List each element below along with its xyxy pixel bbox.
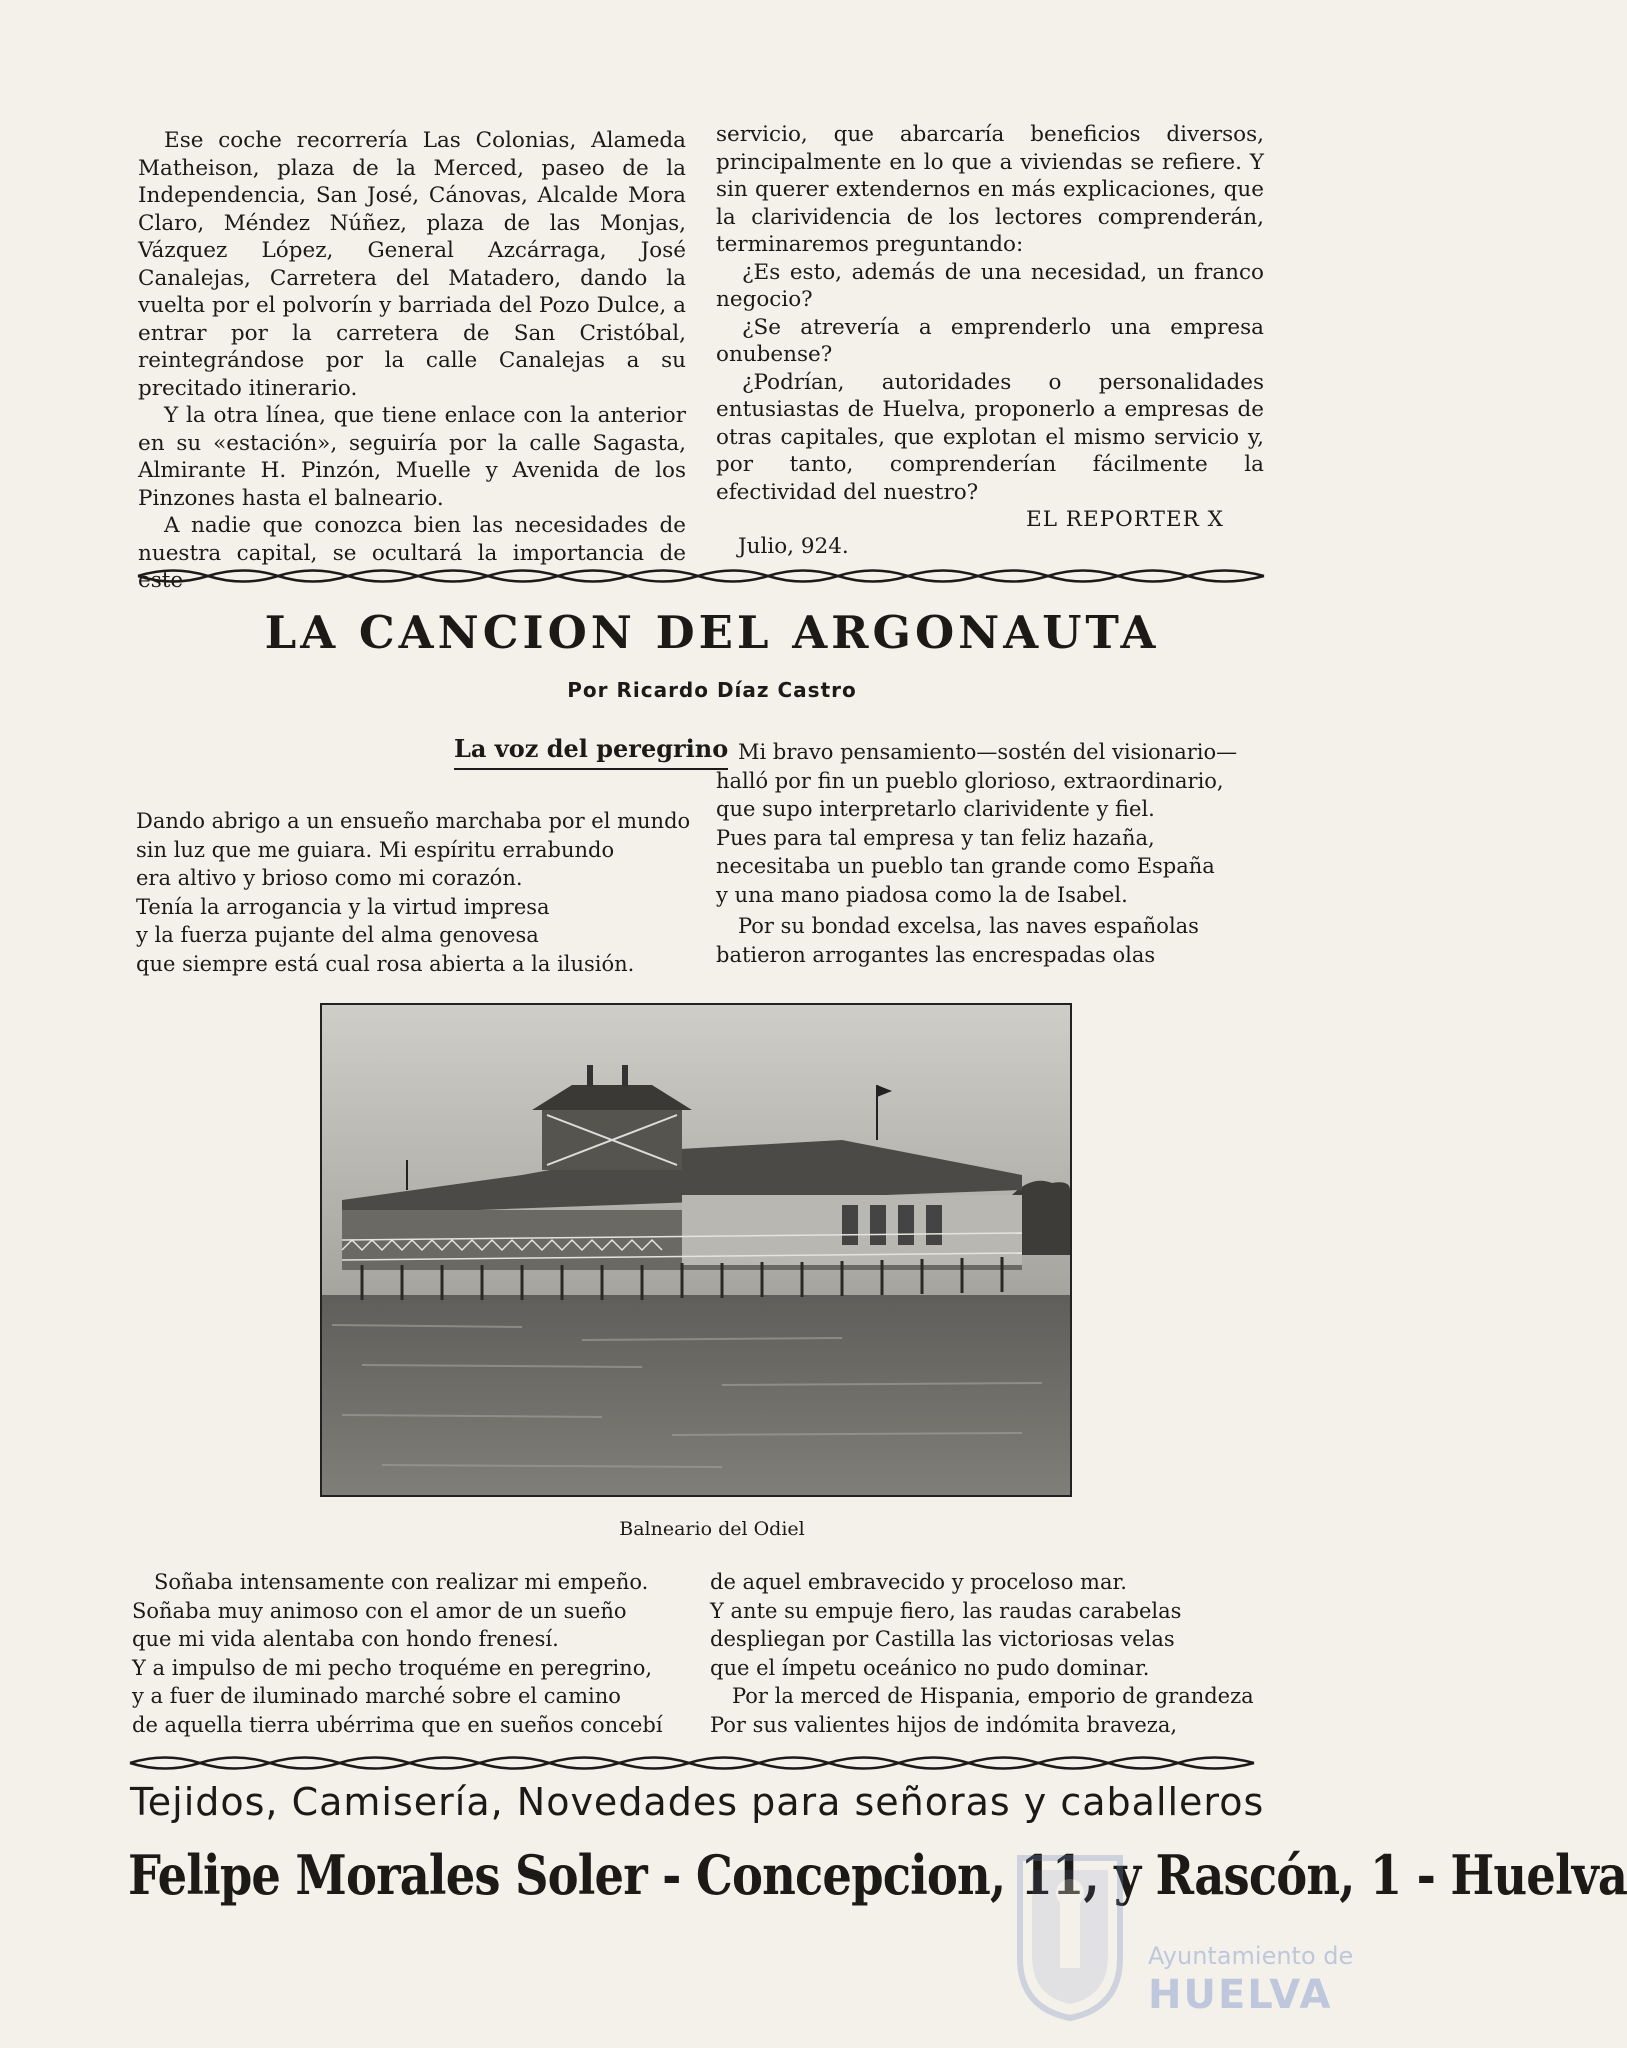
article-paragraph: ¿Se atrevería a emprenderlo una empresa onubense?: [716, 314, 1264, 367]
verse-line: halló por fin un pueblo glorioso, extraordinario,: [716, 768, 1224, 793]
huelva-coat-of-arms-icon: [1010, 1848, 1130, 2024]
verse-line: sin luz que me guiara. Mi espíritu errabundo: [136, 837, 615, 862]
verse-line: Pues para tal empresa y tan feliz hazaña,: [716, 825, 1155, 850]
verse-line: Por la merced de Hispania, emporio de grandeza: [732, 1684, 1254, 1708]
verse-line: y la fuerza pujante del alma genovesa: [136, 923, 539, 947]
verse-line: Dando abrigo a un ensueño marchaba por el mundo: [136, 809, 691, 833]
article-paragraph: Ese coche recorrería Las Colonias, Alameda Matheison, plaza de la Merced, paseo de la Independencia, San José, Cánovas, Alcalde Mora Claro, Méndez Núñez, plaza de las Monjas, Vázquez López, General Azcárraga, José Canalejas, Carretera del Matadero, dando la vuelta por el polvorín y barriada del Pozo Dulce, a entrar por la carretera de San Cristóbal, reintegrándose por la calle Canalejas a su precitado itinerario.: [138, 128, 686, 401]
ornamental-divider: [130, 1752, 1254, 1774]
verse-line: Por sus valientes hijos de indómita braveza,: [710, 1712, 1178, 1737]
watermark-line-2: HUELVA: [1148, 1972, 1333, 2018]
article-signature: EL REPORTER X: [1026, 507, 1224, 532]
verse-line: que supo interpretarlo clarividente y fiel.: [716, 797, 1155, 821]
verse-line: Mi bravo pensamiento—sostén del visionario—: [738, 740, 1238, 764]
poem-section-title: La voz del peregrino: [454, 734, 728, 770]
verse-line: Y ante su empuje fiero, las raudas carabelas: [710, 1598, 1182, 1623]
article-paragraph: Y la otra línea, que tiene enlace con la anterior en su «estación», seguiría por la calle Sagasta, Almirante H. Pinzón, Muelle y Avenida de los Pinzones hasta el balneario.: [138, 403, 686, 511]
article-paragraph: ¿Es esto, además de una necesidad, un franco negocio?: [716, 259, 1264, 312]
advertisement-line-2: Felipe Morales Soler - Concepcion, 11, y Rascón, 1 - Huelva: [128, 1843, 1627, 1907]
verse-line: batieron arrogantes las encrespadas olas: [716, 942, 1156, 967]
article-paragraph: servicio, que abarcaría beneficios diversos, principalmente en lo que a viviendas se refiere. Y sin querer extendernos en más explicaciones, que la clarividencia de los lectores comprenderán, terminaremos preguntando:: [716, 122, 1264, 257]
poem-byline: Por Ricardo Díaz Castro: [567, 678, 857, 702]
verse-line: Tenía la arrogancia y la virtud impresa: [136, 894, 550, 919]
verse-line: de aquella tierra ubérrima que en sueños concebí: [132, 1712, 663, 1737]
photo-caption: Balneario del Odiel: [619, 1518, 805, 1540]
verse-line: despliegan por Castilla las victoriosas velas: [710, 1627, 1175, 1651]
verse-line: y a fuer de iluminado marché sobre el camino: [132, 1684, 621, 1708]
verse-line: que siempre está cual rosa abierta a la ilusión.: [136, 951, 635, 976]
verse-line: Soñaba intensamente con realizar mi empeño.: [154, 1570, 649, 1594]
article-paragraph: A nadie que conozca bien las necesidades de nuestra capital, se ocultará la importancia de este: [138, 513, 686, 593]
poem-bottom-right-verses: [710, 1568, 1254, 1739]
article-date: Julio, 924.: [738, 534, 849, 559]
article-paragraph: ¿Podrían, autoridades o personalidades entusiastas de Huelva, proponerlo a empresas de otras capitales, que explotan el mismo servicio y, por tanto, comprenderían fácilmente la efectividad del nuestro?: [716, 369, 1264, 505]
poem-right-verses: [716, 738, 1237, 969]
poem-bottom-left-verses: [132, 1568, 663, 1739]
poem-left-verses: [136, 807, 690, 978]
verse-line: Soñaba muy animoso con el amor de un sueño: [132, 1598, 627, 1623]
verse-line: y una mano piadosa como la de Isabel.: [716, 882, 1128, 907]
verse-line: Y a impulso de mi pecho troquéme en peregrino,: [132, 1655, 653, 1680]
advertisement-line-1: Tejidos, Camisería, Novedades para señoras y caballeros: [130, 1780, 1265, 1824]
verse-line: que el ímpetu oceánico no pudo dominar.: [710, 1655, 1150, 1680]
watermark-line-1: Ayuntamiento de: [1148, 1942, 1354, 1970]
balneario-photo: [320, 1003, 1072, 1497]
verse-line: era altivo y brioso como mi corazón.: [136, 866, 523, 890]
verse-line: necesitaba un pueblo tan grande como España: [716, 854, 1215, 878]
ornamental-divider: [138, 565, 1264, 587]
article-left-column: [138, 127, 686, 595]
verse-line: de aquel embravecido y proceloso mar.: [710, 1570, 1127, 1594]
article-right-column: [716, 121, 1264, 561]
poem-title: LA CANCION DEL ARGONAUTA: [264, 606, 1160, 659]
verse-line: que mi vida alentaba con hondo frenesí.: [132, 1627, 559, 1651]
verse-line: Por su bondad excelsa, las naves españolas: [738, 914, 1199, 938]
